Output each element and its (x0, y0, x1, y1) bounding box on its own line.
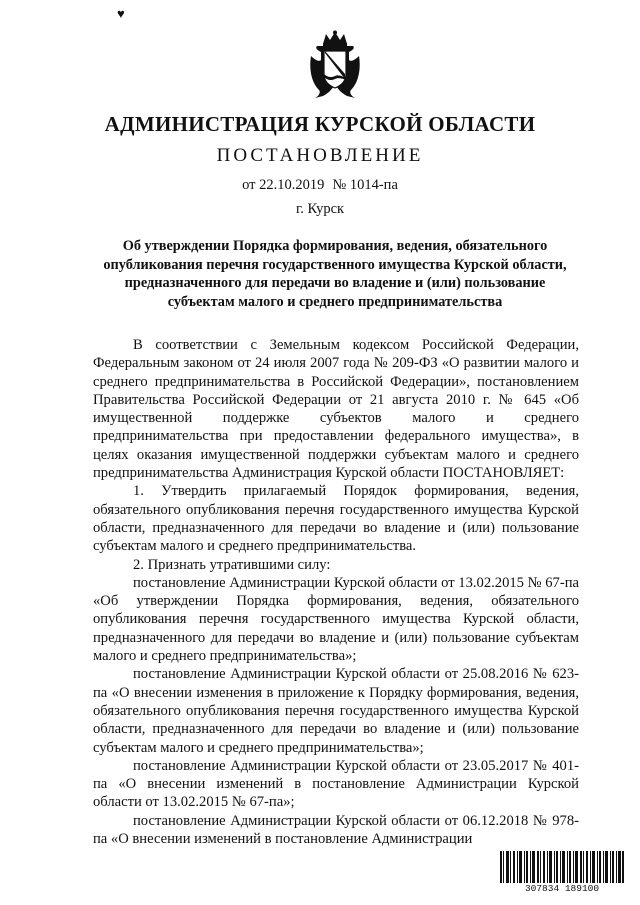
body-paragraph: 1. Утвердить прилагаемый Порядок формирования, ведения, обязательного опубликования перечня государственного имущества Курской области, предназначенного для передачи во владение и (или) пользование субъектам малого и среднего предпринимательства. (93, 483, 579, 555)
body-paragraph: постановление Администрации Курской области от 25.08.2016 № 623-па «О внесении изменения в приложение к Порядку формирования, ведения, обязательного опубликования перечня государственного имущества Курской области, предназначенного для передачи во владение и (или) пользование субъектам малого и среднего предпринимательства»; (93, 666, 579, 756)
body-paragraph: постановление Администрации Курской области от 06.12.2018 № 978-па «О внесении изменений в постановление Администрации (93, 812, 579, 848)
body-paragraph: постановление Администрации Курской области от 23.05.2017 № 401-па «О внесении изменений в постановление Администрации Курской области от 13.02.2015 № 67-па»; (93, 757, 579, 811)
document-number: № 1014-па (332, 177, 398, 193)
document-date-number (0, 177, 640, 194)
coat-of-arms-emblem (309, 30, 361, 100)
barcode-number: 307834 189100 (524, 883, 600, 894)
barcode-bars (499, 851, 625, 883)
barcode (499, 851, 625, 895)
document-date: от 22.10.2019 (242, 177, 325, 193)
document-type: ПОСТАНОВЛЕНИЕ (216, 145, 424, 166)
body-paragraph: постановление Администрации Курской области от 13.02.2015 № 67-па «Об утверждении Порядка формирования, ведения, обязательного опубликования перечня государственного имущества Курской области, предназначенного для передачи во владение и (или) пользование субъектам малого и среднего предпринимательства»; (93, 574, 579, 665)
body-paragraph: В соответствии с Земельным кодексом Российской Федерации, Федеральным законом от 24 июля 2007 года № 209-ФЗ «О развитии малого и среднего предпринимательства в Российской Федерации», постановлением Правительства Российской Федерации от 21 августа 2010 г. № 645 «Об имущественной поддержке субъектов малого и среднего предпринимательства при предоставлении федерального имущества», в целях оказания имущественной поддержки субъектам малого и среднего предпринимательства Администрация Курской области ПОСТАНОВЛЯЕТ: (93, 337, 579, 482)
document-heading: Об утверждении Порядка формирования, ведения, обязательного опубликования перечня государственного имущества Курской области, предназначенного для передачи во владение и (или) пользование субъектам малого и среднего предпринимательства (103, 238, 567, 310)
organization-title: АДМИНИСТРАЦИЯ КУРСКОЙ ОБЛАСТИ (104, 112, 536, 136)
header-mark: ♥ (117, 6, 125, 21)
document-body (93, 336, 579, 848)
document-city: г. Курск (295, 201, 345, 217)
body-paragraph: 2. Признать утратившими силу: (133, 556, 331, 573)
